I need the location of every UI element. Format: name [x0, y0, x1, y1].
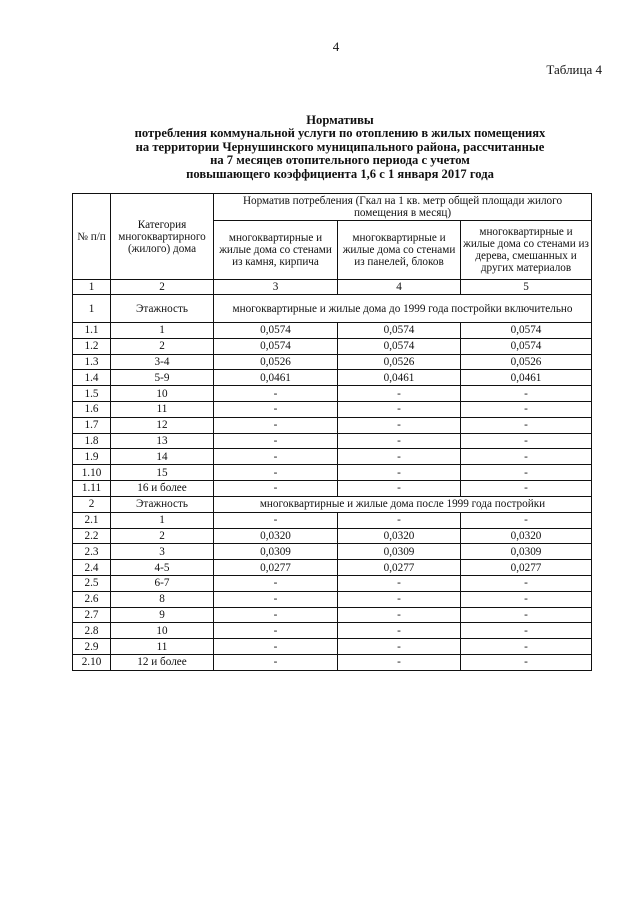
table-row [73, 623, 592, 639]
col-number: 3 [214, 280, 338, 295]
row-num: 2.4 [73, 560, 111, 576]
value-panel: - [338, 417, 461, 433]
value-stone: - [214, 607, 338, 623]
value-wood: 0,0574 [461, 323, 592, 339]
value-wood: - [461, 386, 592, 402]
value-wood: - [461, 654, 592, 670]
column-numbers-row [73, 280, 592, 295]
header-sub-stone: многоквартирные и жилые дома со стенами из камня, кирпича [214, 221, 338, 280]
value-stone: 0,0320 [214, 528, 338, 544]
table-row [73, 591, 592, 607]
row-category: 8 [111, 591, 214, 607]
value-panel: - [338, 449, 461, 465]
table-row [73, 370, 592, 386]
table-row [73, 654, 592, 670]
row-num: 1.7 [73, 417, 111, 433]
row-num: 1.3 [73, 354, 111, 370]
row-category: 13 [111, 433, 214, 449]
value-wood: 0,0461 [461, 370, 592, 386]
table-label: Таблица 4 [546, 62, 602, 77]
value-stone: - [214, 386, 338, 402]
header-norm-group: Норматив потребления (Гкал на 1 кв. метр общей площади жилого помещения в месяц) [214, 194, 592, 221]
section-category: Этажность [111, 496, 214, 512]
value-panel: - [338, 386, 461, 402]
value-wood: - [461, 639, 592, 655]
page-number: 4 [332, 39, 340, 54]
row-num: 1.4 [73, 370, 111, 386]
section-description: многоквартирные и жилые дома до 1999 года постройки включительно [214, 295, 592, 323]
table-row [73, 480, 592, 496]
value-panel: - [338, 480, 461, 496]
value-panel: 0,0309 [338, 544, 461, 560]
row-category: 12 и более [111, 654, 214, 670]
row-num: 2.7 [73, 607, 111, 623]
value-stone: - [214, 512, 338, 528]
value-wood: - [461, 449, 592, 465]
row-category: 9 [111, 607, 214, 623]
value-wood: - [461, 465, 592, 481]
row-num: 1.1 [73, 323, 111, 339]
value-stone: 0,0309 [214, 544, 338, 560]
value-wood: - [461, 401, 592, 417]
table-row [73, 449, 592, 465]
row-num: 1.8 [73, 433, 111, 449]
row-category: 1 [111, 323, 214, 339]
value-stone: - [214, 654, 338, 670]
section-category: Этажность [111, 295, 214, 323]
header-row [73, 194, 592, 221]
value-panel: - [338, 591, 461, 607]
value-wood: 0,0574 [461, 338, 592, 354]
value-wood: 0,0309 [461, 544, 592, 560]
value-panel: 0,0461 [338, 370, 461, 386]
table-row [73, 354, 592, 370]
title-line: потребления коммунальной услуги по отоплению в жилых помещениях [134, 126, 546, 141]
title-line: на территории Чернушинского муниципального района, рассчитанные [135, 139, 545, 154]
section-description: многоквартирные и жилые дома после 1999 года постройки [214, 496, 592, 512]
document-title [60, 114, 620, 181]
col-number: 5 [461, 280, 592, 295]
value-panel: - [338, 623, 461, 639]
row-category: 6-7 [111, 575, 214, 591]
table-row [73, 465, 592, 481]
value-panel: 0,0320 [338, 528, 461, 544]
row-num: 2.6 [73, 591, 111, 607]
row-category: 16 и более [111, 480, 214, 496]
value-wood: - [461, 623, 592, 639]
row-category: 4-5 [111, 560, 214, 576]
row-category: 1 [111, 512, 214, 528]
table-row [73, 528, 592, 544]
table-row [73, 386, 592, 402]
row-num: 2.2 [73, 528, 111, 544]
row-num: 2.9 [73, 639, 111, 655]
title-line: на 7 месяцев отопительного периода с учетом [210, 153, 470, 168]
section-num: 2 [73, 496, 111, 512]
value-stone: - [214, 401, 338, 417]
row-num: 2.5 [73, 575, 111, 591]
row-category: 3-4 [111, 354, 214, 370]
row-category: 12 [111, 417, 214, 433]
table-row [73, 639, 592, 655]
value-wood: 0,0526 [461, 354, 592, 370]
value-wood: - [461, 433, 592, 449]
row-num: 1.10 [73, 465, 111, 481]
row-num: 2.8 [73, 623, 111, 639]
table-row [73, 560, 592, 576]
section-row [73, 295, 592, 323]
section-row [73, 496, 592, 512]
value-panel: - [338, 512, 461, 528]
value-stone: - [214, 575, 338, 591]
table-row [73, 433, 592, 449]
value-wood: 0,0320 [461, 528, 592, 544]
value-panel: - [338, 433, 461, 449]
row-category: 2 [111, 528, 214, 544]
value-stone: 0,0574 [214, 323, 338, 339]
norms-table [72, 193, 592, 671]
value-panel: 0,0574 [338, 323, 461, 339]
row-category: 5-9 [111, 370, 214, 386]
value-stone: 0,0277 [214, 560, 338, 576]
value-panel: - [338, 639, 461, 655]
col-number: 4 [338, 280, 461, 295]
value-panel: - [338, 401, 461, 417]
value-wood: - [461, 575, 592, 591]
value-stone: - [214, 639, 338, 655]
row-num: 1.6 [73, 401, 111, 417]
header-sub-panel: многоквартирные и жилые дома со стенами из панелей, блоков [338, 221, 461, 280]
value-stone: 0,0526 [214, 354, 338, 370]
row-category: 15 [111, 465, 214, 481]
value-wood: 0,0277 [461, 560, 592, 576]
value-panel: 0,0526 [338, 354, 461, 370]
row-category: 10 [111, 623, 214, 639]
row-category: 14 [111, 449, 214, 465]
value-panel: - [338, 575, 461, 591]
value-wood: - [461, 591, 592, 607]
value-panel: - [338, 607, 461, 623]
header-category: Категория многоквартирного (жилого) дома [111, 194, 214, 280]
table-row [73, 338, 592, 354]
value-stone: - [214, 417, 338, 433]
header-num: № п/п [73, 194, 111, 280]
value-panel: - [338, 654, 461, 670]
row-num: 2.1 [73, 512, 111, 528]
row-category: 2 [111, 338, 214, 354]
row-category: 11 [111, 639, 214, 655]
value-wood: - [461, 512, 592, 528]
row-num: 1.2 [73, 338, 111, 354]
value-stone: - [214, 449, 338, 465]
value-panel: - [338, 465, 461, 481]
row-num: 1.5 [73, 386, 111, 402]
row-category: 11 [111, 401, 214, 417]
col-number: 1 [73, 280, 111, 295]
table-row [73, 417, 592, 433]
value-panel: 0,0277 [338, 560, 461, 576]
col-number: 2 [111, 280, 214, 295]
value-wood: - [461, 480, 592, 496]
value-stone: - [214, 433, 338, 449]
row-num: 1.9 [73, 449, 111, 465]
table-row [73, 544, 592, 560]
table-row [73, 512, 592, 528]
table-row [73, 401, 592, 417]
value-stone: 0,0574 [214, 338, 338, 354]
value-stone: - [214, 623, 338, 639]
row-num: 1.11 [73, 480, 111, 496]
section-num: 1 [73, 295, 111, 323]
header-sub-wood: многоквартирные и жилые дома со стенами из дерева, смешанных и других материалов [461, 221, 592, 280]
row-num: 2.10 [73, 654, 111, 670]
value-stone: - [214, 480, 338, 496]
value-stone: 0,0461 [214, 370, 338, 386]
value-panel: 0,0574 [338, 338, 461, 354]
title-line: Нормативы [306, 113, 374, 127]
table-row [73, 323, 592, 339]
value-stone: - [214, 591, 338, 607]
table-row [73, 575, 592, 591]
value-wood: - [461, 417, 592, 433]
row-num: 2.3 [73, 544, 111, 560]
row-category: 10 [111, 386, 214, 402]
value-stone: - [214, 465, 338, 481]
value-wood: - [461, 607, 592, 623]
title-line: повышающего коэффициента 1,6 с 1 января 2017 года [186, 166, 494, 181]
row-category: 3 [111, 544, 214, 560]
table-row [73, 607, 592, 623]
